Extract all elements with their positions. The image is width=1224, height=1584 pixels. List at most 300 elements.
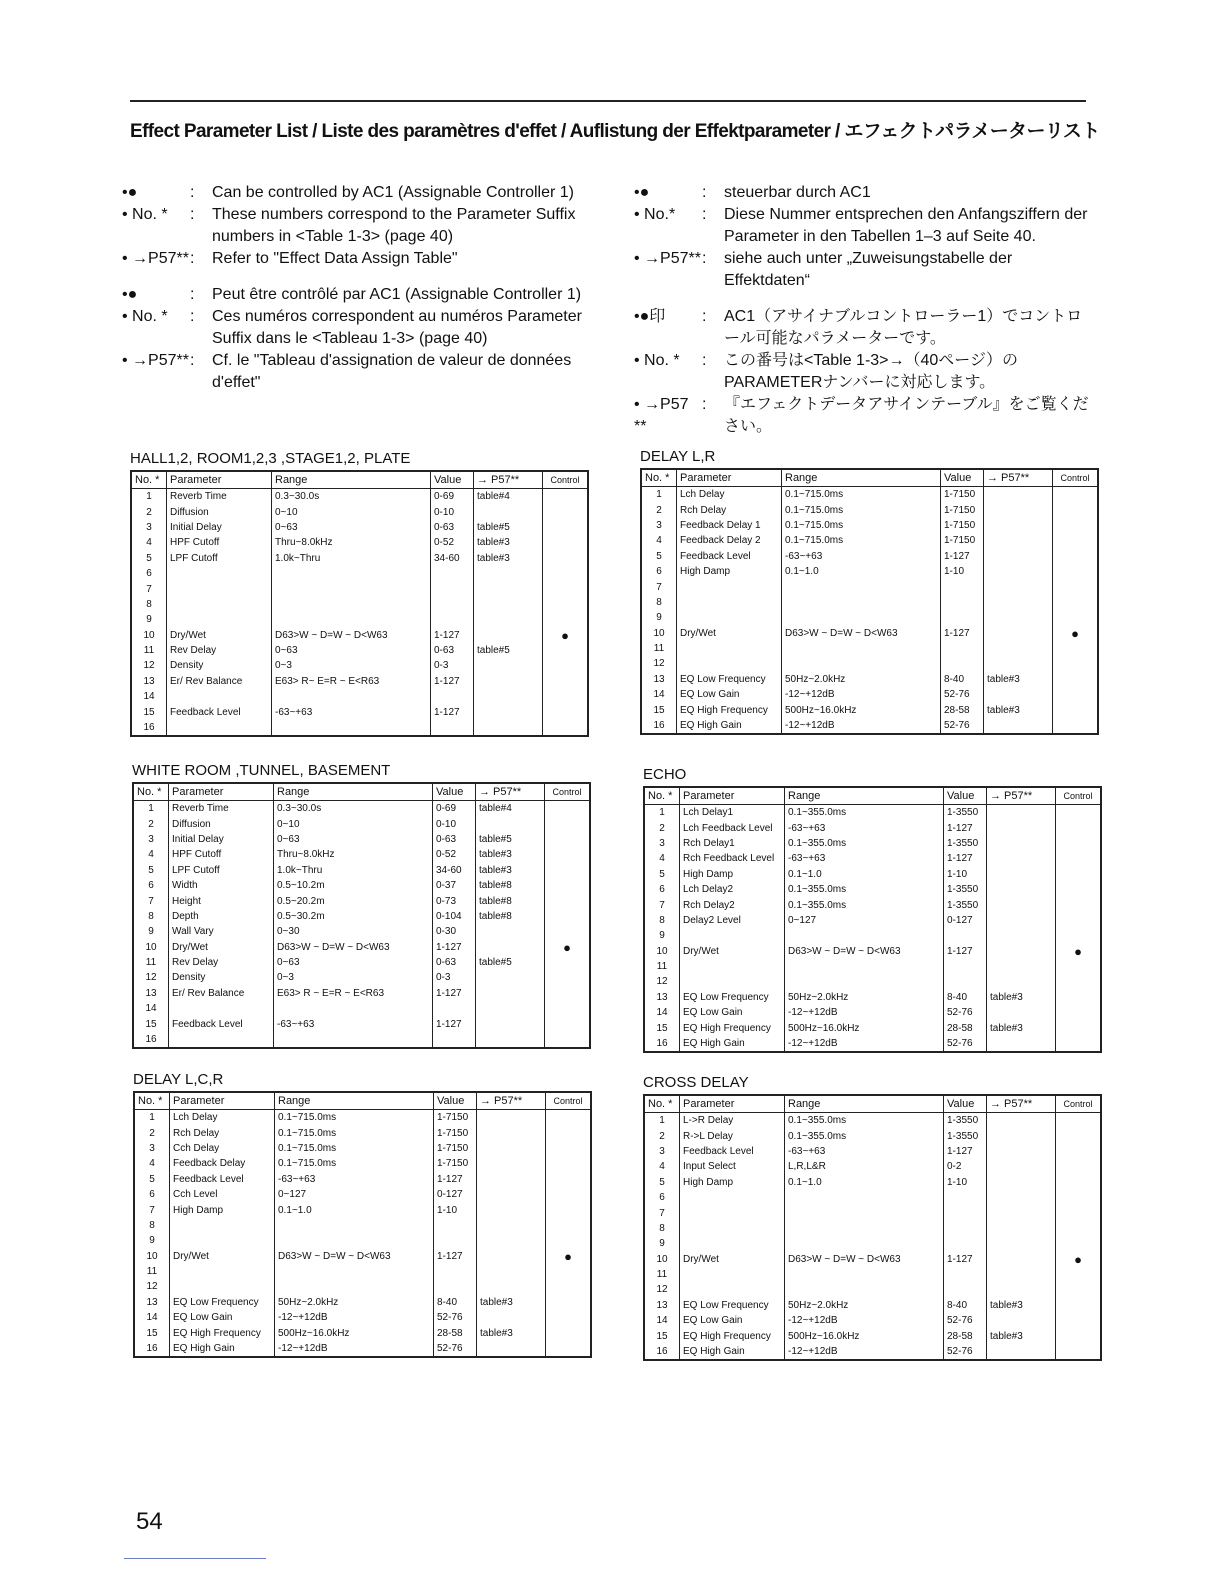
table-row xyxy=(644,1175,1101,1190)
cell-p57: table#3 xyxy=(987,990,1056,1005)
cell-parameter: High Damp xyxy=(680,867,785,882)
cell-no: 11 xyxy=(641,641,677,656)
cell-value: 52-76 xyxy=(434,1341,477,1357)
cell-control xyxy=(1056,1298,1102,1313)
cell-no: 6 xyxy=(131,566,167,581)
table-row xyxy=(644,1313,1101,1328)
cell-range: D63>W ~ D=W ~ D<W63 xyxy=(782,626,941,641)
cell-value xyxy=(431,689,474,704)
cell-value xyxy=(433,1032,476,1048)
cell-range: 0.5~10.2m xyxy=(274,878,433,893)
table-row xyxy=(644,990,1101,1005)
cell-range: 500Hz~16.0kHz xyxy=(275,1325,434,1340)
cell-range: -12~+12dB xyxy=(782,718,941,734)
note-item: • No.* : Diese Nummer entsprechen den Anfangsziffern der Parameter in den Tabellen 1–3 auf Seite 40. xyxy=(634,206,1088,245)
note-item: • →P57** : Refer to "Effect Data Assign Table" xyxy=(122,250,458,267)
cell-control xyxy=(543,658,589,673)
cell-control xyxy=(546,1202,592,1217)
cell-parameter xyxy=(169,1001,274,1016)
note-item: •●印 : AC1（アサイナブルコントローラー1）でコントロール可能なパラメーターです。 xyxy=(634,308,1083,347)
cell-p57 xyxy=(984,718,1053,734)
cell-no: 6 xyxy=(133,878,169,893)
cell-value xyxy=(433,1001,476,1016)
cell-p57 xyxy=(987,1236,1056,1251)
cell-control: ● xyxy=(1056,1252,1102,1267)
cell-parameter: Width xyxy=(169,878,274,893)
cell-no: 12 xyxy=(134,1279,170,1294)
parameter-table xyxy=(643,1094,1102,1361)
cell-control xyxy=(1056,1036,1102,1052)
cell-no: 2 xyxy=(131,504,167,519)
cell-range: 0.1~355.0ms xyxy=(785,897,944,912)
cell-value: 1-127 xyxy=(944,851,987,866)
cell-no: 2 xyxy=(134,1125,170,1140)
notes-german xyxy=(634,182,1089,292)
table-row xyxy=(641,610,1098,625)
table-row xyxy=(133,863,590,878)
column-header-no: No. * xyxy=(131,471,167,489)
cell-p57: table#3 xyxy=(474,535,543,550)
cell-control xyxy=(545,878,591,893)
cell-value: 1-7150 xyxy=(941,502,984,517)
cell-control xyxy=(1053,718,1099,734)
cell-range: 0.1~1.0 xyxy=(785,1175,944,1190)
cell-p57 xyxy=(984,518,1053,533)
cell-control xyxy=(546,1172,592,1187)
cell-control xyxy=(1056,1344,1102,1360)
column-header-p57: → P57** xyxy=(477,1092,546,1110)
column-header-p57: → P57** xyxy=(987,1095,1056,1113)
cell-control xyxy=(546,1325,592,1340)
cell-control xyxy=(1053,533,1099,548)
cell-no: 14 xyxy=(134,1310,170,1325)
table-row xyxy=(644,1036,1101,1052)
cell-range: 0.1~715.0ms xyxy=(275,1125,434,1140)
cell-range: 0~63 xyxy=(274,832,433,847)
cell-p57 xyxy=(984,656,1053,671)
cell-range: 0~127 xyxy=(275,1187,434,1202)
cell-range: -12~+12dB xyxy=(785,1005,944,1020)
cell-p57 xyxy=(987,851,1056,866)
cell-no: 2 xyxy=(644,820,680,835)
cell-parameter xyxy=(680,1236,785,1251)
table-row xyxy=(641,549,1098,564)
table-row xyxy=(131,612,588,627)
cell-p57 xyxy=(987,959,1056,974)
cell-no: 4 xyxy=(641,533,677,548)
cell-value: 1-7150 xyxy=(434,1156,477,1171)
cell-parameter: Reverb Time xyxy=(169,801,274,817)
cell-range: 0~10 xyxy=(274,816,433,831)
column-header-range: Range xyxy=(275,1092,434,1110)
cell-parameter: Lch Delay1 xyxy=(680,805,785,821)
cell-p57 xyxy=(987,1159,1056,1174)
cell-parameter xyxy=(680,974,785,989)
table-row xyxy=(644,944,1101,959)
cell-value xyxy=(941,595,984,610)
section-title: WHITE ROOM ,TUNNEL, BASEMENT xyxy=(132,762,391,779)
table-row xyxy=(641,502,1098,517)
section-delay-lcr xyxy=(133,1071,592,1358)
section-title: HALL1,2, ROOM1,2,3 ,STAGE1,2, PLATE xyxy=(130,450,411,467)
cell-parameter: Initial Delay xyxy=(169,832,274,847)
cell-control xyxy=(543,535,589,550)
section-hall-room-stage-plate xyxy=(130,450,589,737)
table-row xyxy=(641,487,1098,503)
cell-no: 10 xyxy=(131,628,167,643)
cell-control xyxy=(1053,610,1099,625)
cell-parameter xyxy=(677,579,782,594)
table-row xyxy=(644,1144,1101,1159)
cell-p57 xyxy=(476,1016,545,1031)
cell-p57: table#3 xyxy=(984,672,1053,687)
cell-control xyxy=(1053,687,1099,702)
note-item: • No. * : この番号は<Table 1-3>→（40ページ）のPARAMETERナンバーに対応します。 xyxy=(634,352,1018,391)
cell-parameter xyxy=(677,641,782,656)
cell-range: 500Hz~16.0kHz xyxy=(782,702,941,717)
cell-no: 3 xyxy=(641,518,677,533)
cell-range: 0.1~715.0ms xyxy=(782,518,941,533)
table-row xyxy=(134,1218,591,1233)
cell-parameter xyxy=(677,656,782,671)
cell-parameter: Rch Delay xyxy=(170,1125,275,1140)
cell-control xyxy=(546,1264,592,1279)
cell-p57 xyxy=(984,579,1053,594)
cell-control xyxy=(545,909,591,924)
cell-no: 5 xyxy=(644,1175,680,1190)
table-row xyxy=(131,489,588,505)
cell-p57 xyxy=(477,1279,546,1294)
cell-parameter: High Damp xyxy=(170,1202,275,1217)
table-row xyxy=(644,897,1101,912)
cell-range: D63>W ~ D=W ~ D<W63 xyxy=(274,940,433,955)
table-row xyxy=(644,1190,1101,1205)
cell-value xyxy=(941,656,984,671)
cell-value xyxy=(434,1233,477,1248)
cell-p57 xyxy=(987,1128,1056,1143)
parameter-table xyxy=(643,786,1102,1053)
cell-control xyxy=(543,720,589,736)
cell-value: 0-127 xyxy=(434,1187,477,1202)
cell-value: 1-7150 xyxy=(434,1141,477,1156)
cell-p57 xyxy=(987,867,1056,882)
cell-no: 7 xyxy=(641,579,677,594)
cell-control xyxy=(546,1218,592,1233)
table-row xyxy=(131,504,588,519)
cell-parameter: EQ Low Frequency xyxy=(170,1295,275,1310)
cell-range xyxy=(272,597,431,612)
cell-p57 xyxy=(477,1110,546,1126)
cell-parameter: Er/ Rev Balance xyxy=(169,986,274,1001)
cell-no: 15 xyxy=(641,702,677,717)
cell-value: 0-63 xyxy=(431,643,474,658)
note-item: • →P57** : siehe auch unter „Zuweisungstabelle der Effektdaten“ xyxy=(634,250,1013,289)
table-row xyxy=(644,1113,1101,1129)
cell-value: 1-127 xyxy=(434,1249,477,1264)
table-row xyxy=(644,1282,1101,1297)
cell-p57 xyxy=(984,502,1053,517)
table-row xyxy=(133,1032,590,1048)
cell-p57 xyxy=(987,1205,1056,1220)
cell-range: 0.1~355.0ms xyxy=(785,836,944,851)
note-item: •● : Can be controlled by AC1 (Assignable Controller 1) xyxy=(122,184,574,201)
cell-control xyxy=(1056,1113,1102,1129)
cell-parameter: EQ High Frequency xyxy=(680,1020,785,1035)
column-header-p57: → P57** xyxy=(474,471,543,489)
cell-range xyxy=(785,974,944,989)
cell-control xyxy=(1056,1313,1102,1328)
cell-range xyxy=(782,595,941,610)
table-row xyxy=(133,1001,590,1016)
cell-value: 1-127 xyxy=(941,549,984,564)
cell-range: 0.1~715.0ms xyxy=(275,1141,434,1156)
cell-range: D63>W ~ D=W ~ D<W63 xyxy=(275,1249,434,1264)
cell-p57 xyxy=(474,658,543,673)
cell-p57: table#8 xyxy=(476,909,545,924)
cell-value: 1-7150 xyxy=(434,1125,477,1140)
table-row xyxy=(641,533,1098,548)
cell-no: 8 xyxy=(131,597,167,612)
cell-p57 xyxy=(476,924,545,939)
table-row xyxy=(133,878,590,893)
cell-value: 1-10 xyxy=(944,867,987,882)
cell-range: 0~3 xyxy=(274,970,433,985)
column-header-parameter: Parameter xyxy=(680,1095,785,1113)
cell-range xyxy=(785,1267,944,1282)
cell-p57 xyxy=(476,816,545,831)
cell-control xyxy=(545,816,591,831)
cell-range xyxy=(272,612,431,627)
table-row xyxy=(644,928,1101,943)
cell-range xyxy=(785,1205,944,1220)
cell-p57: table#3 xyxy=(477,1325,546,1340)
cell-control xyxy=(1053,579,1099,594)
cell-p57 xyxy=(477,1341,546,1357)
cell-range: E63> R ~ E=R ~ E<R63 xyxy=(274,986,433,1001)
cell-value xyxy=(944,1190,987,1205)
note-item: • →P57 ** : 『エフェクトデータアサインテーブル』をご覧ください。 xyxy=(634,396,1089,435)
cell-parameter: Lch Delay xyxy=(677,487,782,503)
cell-no: 16 xyxy=(134,1341,170,1357)
table-row xyxy=(133,940,590,955)
cell-no: 10 xyxy=(134,1249,170,1264)
cell-control xyxy=(1056,1282,1102,1297)
cell-parameter: Feedback Level xyxy=(167,704,272,719)
cell-control xyxy=(1056,974,1102,989)
cell-parameter: EQ High Gain xyxy=(680,1036,785,1052)
cell-no: 8 xyxy=(644,1221,680,1236)
cell-value xyxy=(944,928,987,943)
cell-value xyxy=(944,959,987,974)
cell-parameter: Rev Delay xyxy=(167,643,272,658)
cell-p57: table#8 xyxy=(476,878,545,893)
cell-parameter: Dry/Wet xyxy=(677,626,782,641)
table-row xyxy=(644,1020,1101,1035)
cell-parameter xyxy=(170,1218,275,1233)
cell-range xyxy=(785,928,944,943)
table-row xyxy=(644,805,1101,821)
cell-range: -12~+12dB xyxy=(785,1036,944,1052)
cell-value: 1-127 xyxy=(944,1144,987,1159)
cell-p57 xyxy=(476,1032,545,1048)
cell-parameter: Feedback Level xyxy=(677,549,782,564)
cell-parameter: EQ Low Frequency xyxy=(677,672,782,687)
cell-range: 0.1~715.0ms xyxy=(275,1110,434,1126)
cell-parameter: HPF Cutoff xyxy=(169,847,274,862)
cell-control xyxy=(1053,702,1099,717)
table-row xyxy=(641,656,1098,671)
column-header-control: Control xyxy=(1056,787,1102,805)
cell-value: 1-127 xyxy=(941,626,984,641)
cell-control xyxy=(1053,564,1099,579)
cell-range: 500Hz~16.0kHz xyxy=(785,1020,944,1035)
cell-no: 14 xyxy=(644,1313,680,1328)
cell-value: 0-10 xyxy=(431,504,474,519)
cell-parameter: EQ Low Gain xyxy=(680,1313,785,1328)
table-row xyxy=(644,1159,1101,1174)
cell-value: 52-76 xyxy=(944,1313,987,1328)
cell-no: 5 xyxy=(131,551,167,566)
cell-p57 xyxy=(987,928,1056,943)
cell-control xyxy=(1056,836,1102,851)
cell-no: 13 xyxy=(641,672,677,687)
cell-no: 13 xyxy=(133,986,169,1001)
cell-parameter: Input Select xyxy=(680,1159,785,1174)
cell-parameter: L->R Delay xyxy=(680,1113,785,1129)
cell-range: -63~+63 xyxy=(785,1144,944,1159)
section-title: ECHO xyxy=(643,766,687,783)
table-row xyxy=(134,1125,591,1140)
cell-control xyxy=(1056,1005,1102,1020)
column-header-range: Range xyxy=(782,469,941,487)
cell-no: 9 xyxy=(133,924,169,939)
cell-parameter: Lch Delay2 xyxy=(680,882,785,897)
cell-control xyxy=(545,955,591,970)
cell-value: 1-10 xyxy=(944,1175,987,1190)
cell-p57 xyxy=(474,628,543,643)
cell-control xyxy=(543,581,589,596)
cell-control xyxy=(546,1310,592,1325)
cell-parameter xyxy=(680,1205,785,1220)
cell-p57 xyxy=(987,1005,1056,1020)
cell-control xyxy=(546,1295,592,1310)
cell-no: 12 xyxy=(133,970,169,985)
column-header-parameter: Parameter xyxy=(680,787,785,805)
cell-control xyxy=(543,643,589,658)
note-item: • No. * : These numbers correspond to the Parameter Suffix numbers in <Table 1-3> (page 40) xyxy=(122,206,576,245)
column-header-control: Control xyxy=(545,783,591,801)
section-title: DELAY L,C,R xyxy=(133,1071,224,1088)
cell-no: 4 xyxy=(644,1159,680,1174)
cell-no: 3 xyxy=(133,832,169,847)
section-delay-lr xyxy=(640,448,1099,735)
cell-value: 28-58 xyxy=(434,1325,477,1340)
cell-value xyxy=(941,610,984,625)
cell-value xyxy=(944,1236,987,1251)
cell-parameter: Feedback Level xyxy=(680,1144,785,1159)
cell-parameter: Reverb Time xyxy=(167,489,272,505)
footer-line xyxy=(124,1558,266,1559)
cell-range xyxy=(272,566,431,581)
cell-control xyxy=(545,801,591,817)
table-row xyxy=(131,689,588,704)
cell-p57: table#5 xyxy=(476,955,545,970)
cell-range: Thru~8.0kHz xyxy=(272,535,431,550)
cell-no: 6 xyxy=(134,1187,170,1202)
cell-p57 xyxy=(474,597,543,612)
column-header-control: Control xyxy=(1056,1095,1102,1113)
cell-parameter: EQ High Gain xyxy=(680,1344,785,1360)
cell-p57: table#3 xyxy=(987,1020,1056,1035)
cell-value: 1-127 xyxy=(944,1252,987,1267)
cell-value: 0-3 xyxy=(431,658,474,673)
cell-control xyxy=(1056,1236,1102,1251)
cell-control xyxy=(1056,820,1102,835)
cell-control xyxy=(1056,1159,1102,1174)
cell-p57 xyxy=(987,1175,1056,1190)
cell-value: 1-127 xyxy=(434,1172,477,1187)
parameter-table xyxy=(132,782,591,1049)
cell-parameter: EQ Low Frequency xyxy=(680,990,785,1005)
table-row xyxy=(134,1172,591,1187)
cell-value xyxy=(941,641,984,656)
cell-parameter: Rch Delay xyxy=(677,502,782,517)
cell-range: 0.3~30.0s xyxy=(272,489,431,505)
cell-range: 0~63 xyxy=(272,520,431,535)
section-cross-delay xyxy=(643,1074,1102,1361)
cell-control xyxy=(1056,1128,1102,1143)
cell-control xyxy=(1056,897,1102,912)
cell-parameter: Density xyxy=(167,658,272,673)
table-row xyxy=(134,1264,591,1279)
cell-range: 1.0k~Thru xyxy=(274,863,433,878)
cell-value: 0-73 xyxy=(433,893,476,908)
column-header-no: No. * xyxy=(133,783,169,801)
column-header-range: Range xyxy=(785,787,944,805)
cell-range xyxy=(272,720,431,736)
cell-value: 8-40 xyxy=(434,1295,477,1310)
cell-no: 3 xyxy=(644,836,680,851)
cell-control xyxy=(1053,672,1099,687)
cell-parameter xyxy=(680,928,785,943)
cell-no: 10 xyxy=(644,1252,680,1267)
cell-parameter: Feedback Level xyxy=(170,1172,275,1187)
cell-range xyxy=(785,1282,944,1297)
cell-p57 xyxy=(987,1267,1056,1282)
table-row xyxy=(644,820,1101,835)
cell-no: 7 xyxy=(134,1202,170,1217)
cell-no: 13 xyxy=(131,674,167,689)
table-row xyxy=(134,1325,591,1340)
cell-p57 xyxy=(987,1313,1056,1328)
cell-control xyxy=(543,612,589,627)
cell-value: 1-7150 xyxy=(434,1110,477,1126)
cell-no: 6 xyxy=(641,564,677,579)
cell-parameter xyxy=(170,1264,275,1279)
cell-parameter: LPF Cutoff xyxy=(169,863,274,878)
cell-no: 5 xyxy=(641,549,677,564)
cell-range xyxy=(785,1221,944,1236)
cell-range xyxy=(272,689,431,704)
table-row xyxy=(644,1344,1101,1360)
cell-value: 8-40 xyxy=(944,1298,987,1313)
table-row xyxy=(131,658,588,673)
cell-no: 2 xyxy=(641,502,677,517)
cell-p57 xyxy=(477,1202,546,1217)
cell-parameter: Diffusion xyxy=(169,816,274,831)
cell-parameter: Diffusion xyxy=(167,504,272,519)
table-row xyxy=(641,564,1098,579)
